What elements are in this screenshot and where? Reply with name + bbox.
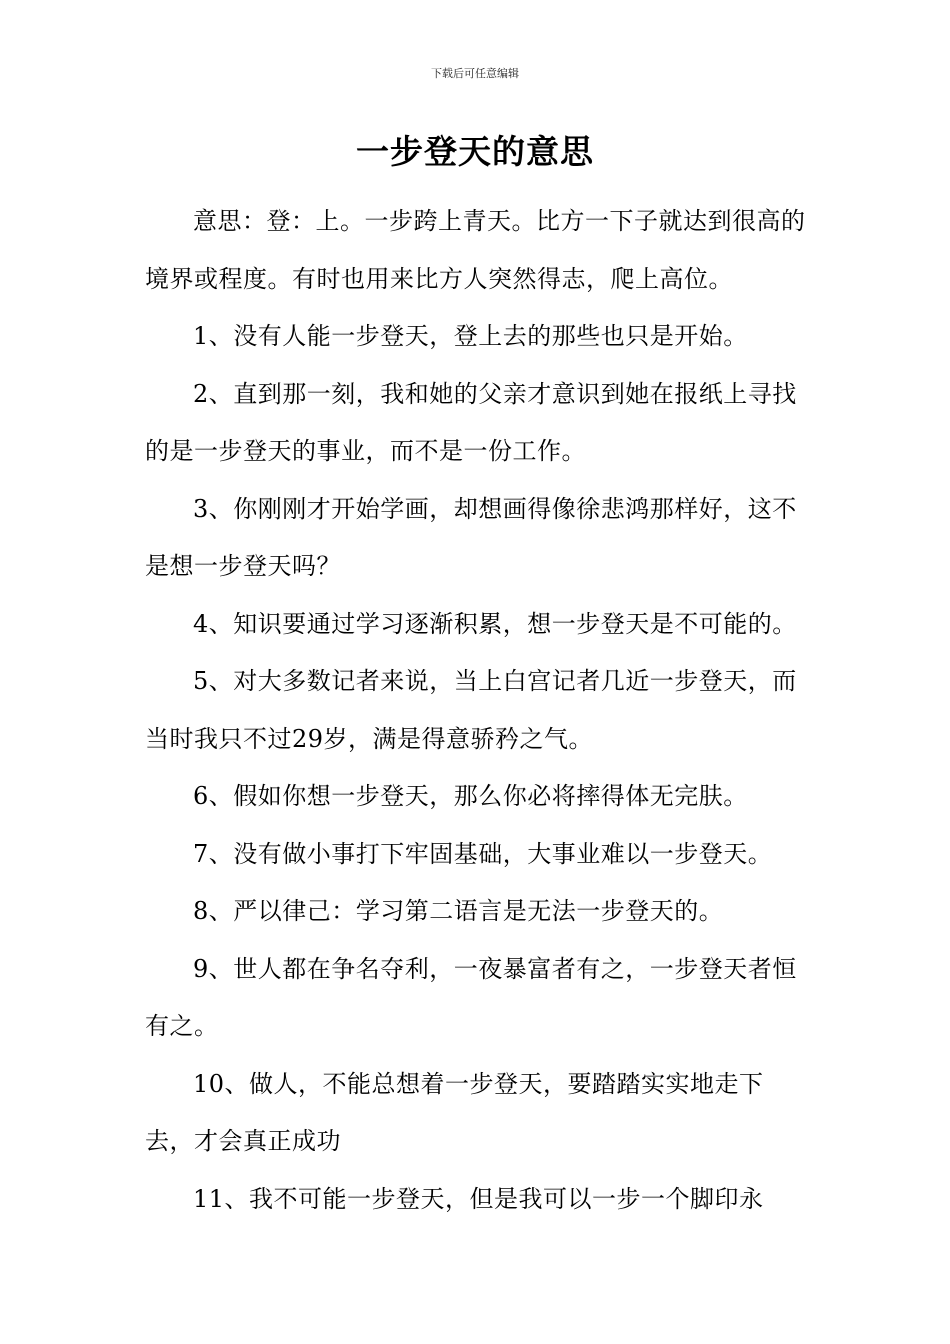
paragraph-example-4: 4、知识要通过学习逐渐积累，想一步登天是不可能的。 — [193, 609, 797, 638]
document-body — [145, 193, 809, 1228]
header-note: 下载后可任意编辑 — [431, 67, 519, 80]
paragraph-example-5: 5、对大多数记者来说，当上白宫记者几近一步登天，而当时我只不过29岁，满是得意骄矜之气。 — [145, 667, 797, 753]
paragraph-example-3: 3、你刚刚才开始学画，却想画得像徐悲鸿那样好，这不是想一步登天吗？ — [145, 494, 797, 580]
paragraph-example-6: 6、假如你想一步登天，那么你必将摔得体无完肤。 — [193, 782, 748, 810]
paragraph-definition: 意思：登：上。一步跨上青天。比方一下子就达到很高的境界或程度。有时也用来比方人突然得志，爬上高位。 — [145, 207, 806, 293]
document-title: 一步登天的意思 — [356, 132, 594, 171]
paragraph-example-8: 8、严以律己：学习第二语言是无法一步登天的。 — [193, 897, 724, 925]
paragraph-example-9: 9、世人都在争名夺利，一夜暴富者有之，一步登天者恒有之。 — [145, 954, 797, 1040]
paragraph-example-10: 10、做人，不能总想着一步登天，要踏踏实实地走下去，才会真正成功 — [145, 1069, 764, 1155]
paragraph-example-7: 7、没有做小事打下牢固基础，大事业难以一步登天。 — [193, 839, 773, 868]
paragraph-example-1: 1、没有人能一步登天，登上去的那些也只是开始。 — [193, 322, 748, 350]
paragraph-example-2: 2、直到那一刻，我和她的父亲才意识到她在报纸上寻找的是一步登天的事业，而不是一份工作。 — [145, 379, 797, 465]
paragraph-example-11: 11、我不可能一步登天，但是我可以一步一个脚印永 — [193, 1184, 764, 1213]
